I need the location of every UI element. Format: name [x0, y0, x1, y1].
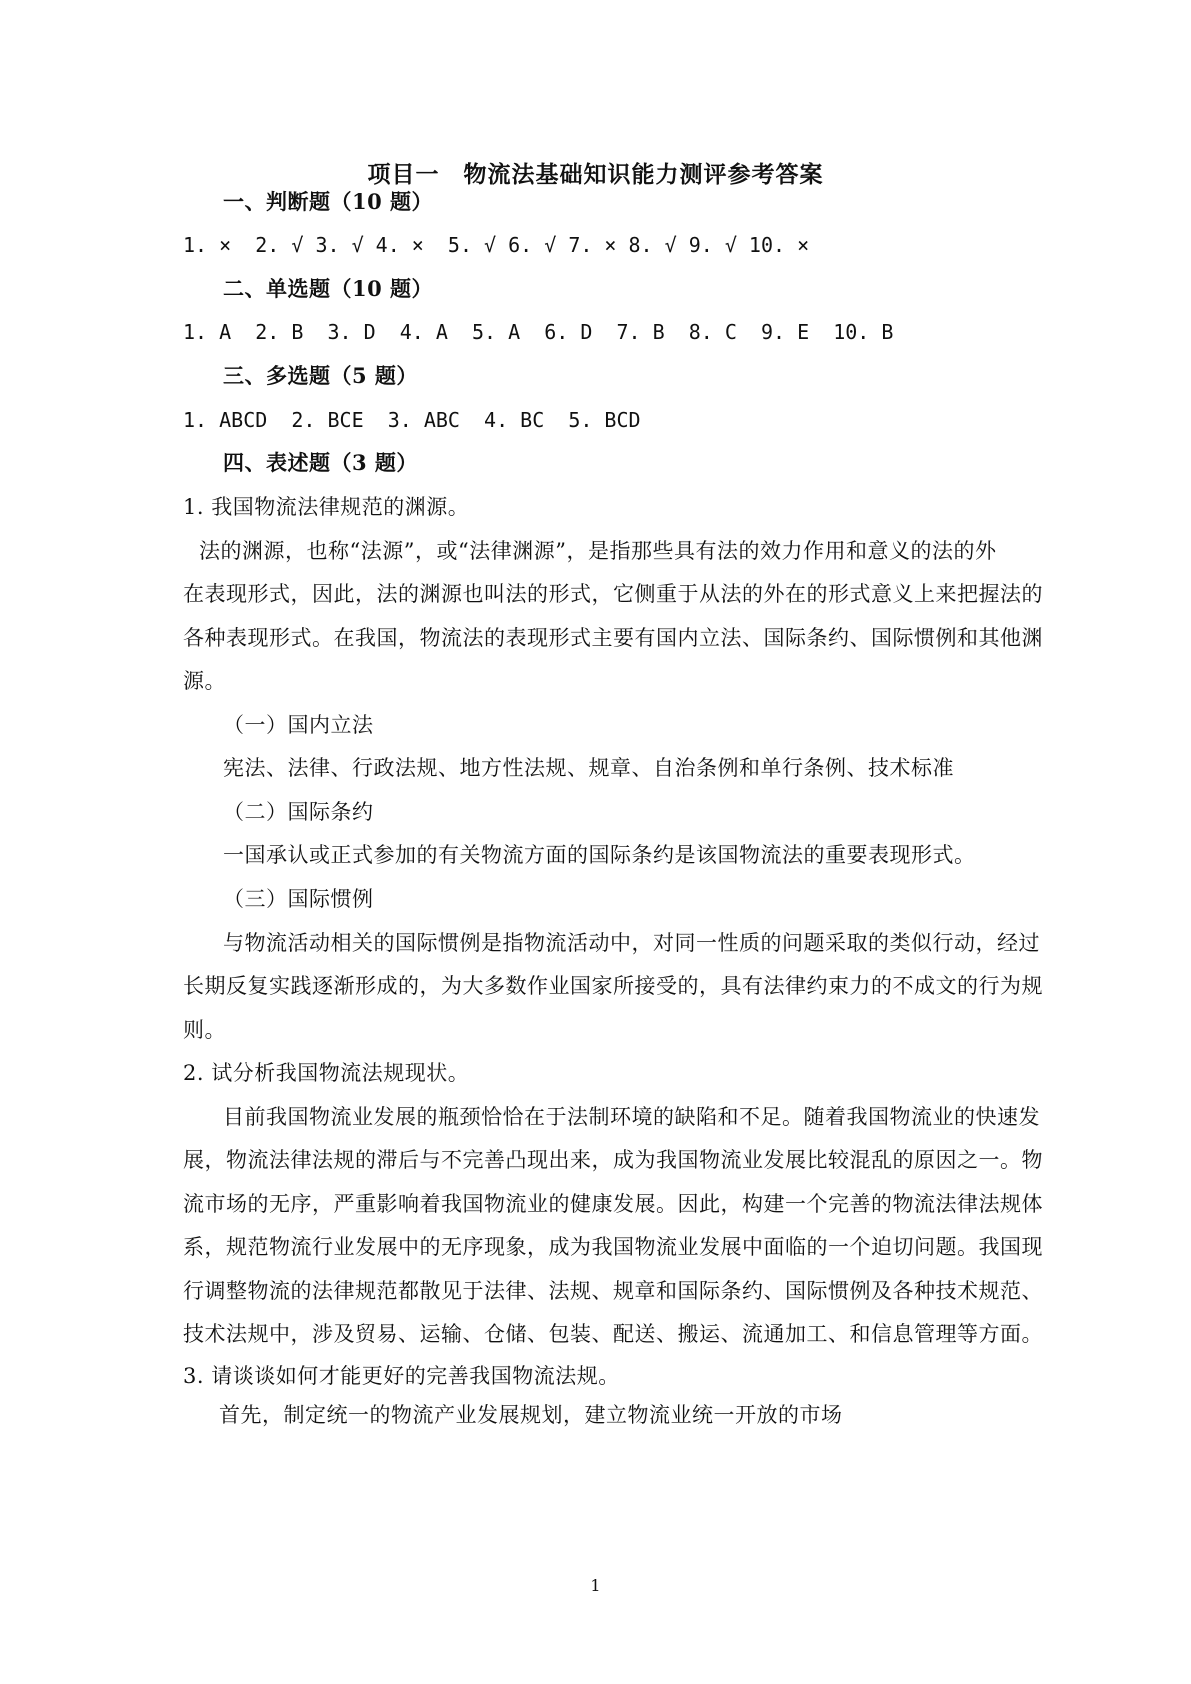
subheading-domestic-legislation: （一）国内立法	[223, 713, 374, 737]
question-1: 1. 我国物流法律规范的渊源。	[183, 495, 470, 519]
question-2: 2. 试分析我国物流法规现状。	[183, 1061, 470, 1085]
paragraph-line: 长期反复实践逐渐形成的，为大多数作业国家所接受的，具有法律约束力的不成文的行为规	[183, 974, 1043, 998]
paragraph-line: 首先，制定统一的物流产业发展规划，建立物流业统一开放的市场	[219, 1403, 843, 1427]
paragraph-line: 行调整物流的法律规范都散见于法律、法规、规章和国际条约、国际惯例及各种技术规范、	[183, 1279, 1043, 1303]
section-heading-multi: 三、多选题（5 题）	[223, 363, 418, 388]
answers-multi: 1. ABCD 2. BCE 3. ABC 4. BC 5. BCD	[183, 408, 641, 432]
subheading-international-practice: （三）国际惯例	[223, 887, 374, 911]
question-3: 3. 请谈谈如何才能更好的完善我国物流法规。	[183, 1364, 620, 1388]
section-heading-essay: 四、表述题（3 题）	[223, 450, 418, 475]
section-heading-single: 二、单选题（10 题）	[223, 276, 434, 301]
paragraph-line: 目前我国物流业发展的瓶颈恰恰在于法制环境的缺陷和不足。随着我国物流业的快速发	[223, 1105, 1040, 1129]
paragraph-line: 一国承认或正式参加的有关物流方面的国际条约是该国物流法的重要表现形式。	[223, 843, 976, 867]
paragraph-line: 宪法、法律、行政法规、地方性法规、规章、自治条例和单行条例、技术标准	[223, 756, 954, 780]
answers-judge: 1. × 2. √ 3. √ 4. × 5. √ 6. √ 7. × 8. √ 9. √ 10. ×	[183, 233, 810, 257]
paragraph-line: 各种表现形式。在我国，物流法的表现形式主要有国内立法、国际条约、国际惯例和其他渊	[183, 626, 1043, 650]
page-title: 项目一 物流法基础知识能力测评参考答案	[367, 161, 824, 188]
section-heading-judge: 一、判断题（10 题）	[223, 189, 434, 214]
paragraph-line: 源。	[183, 669, 226, 693]
paragraph-line: 技术法规中，涉及贸易、运输、仓储、包装、配送、搬运、流通加工、和信息管理等方面。	[183, 1322, 1043, 1346]
paragraph-line: 在表现形式，因此，法的渊源也叫法的形式，它侧重于从法的外在的形式意义上来把握法的	[183, 582, 1043, 606]
answers-single: 1. A 2. B 3. D 4. A 5. A 6. D 7. B 8. C 9. E 10. B	[183, 320, 894, 344]
page-number: 1	[590, 1576, 601, 1595]
paragraph-line: 展，物流法律法规的滞后与不完善凸现出来，成为我国物流业发展比较混乱的原因之一。物	[183, 1148, 1043, 1172]
paragraph-line: 与物流活动相关的国际惯例是指物流活动中，对同一性质的问题采取的类似行动，经过	[223, 931, 1040, 955]
paragraph-line: 系，规范物流行业发展中的无序现象，成为我国物流业发展中面临的一个迫切问题。我国现	[183, 1235, 1043, 1259]
subheading-international-treaties: （二）国际条约	[223, 800, 374, 824]
paragraph-line: 则。	[183, 1018, 226, 1042]
paragraph-line: 法的渊源，也称“法源”，或“法律渊源”，是指那些具有法的效力作用和意义的法的外	[199, 539, 997, 563]
paragraph-line: 流市场的无序，严重影响着我国物流业的健康发展。因此，构建一个完善的物流法律法规体	[183, 1192, 1043, 1216]
